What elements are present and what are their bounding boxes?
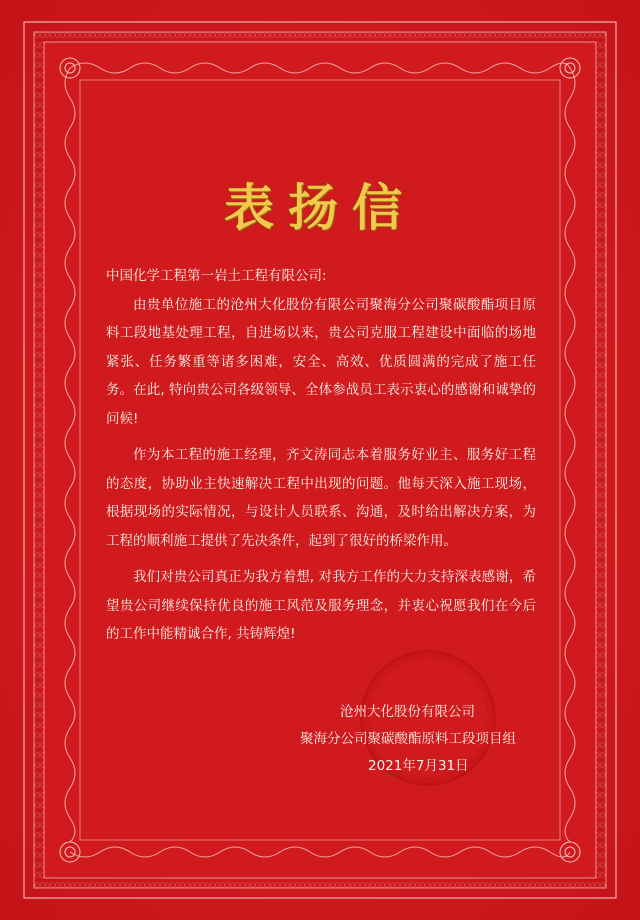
paragraph-2: 作为本工程的施工经理，齐文涛同志本着服务好业主、服务好工程的态度，协助业主快速解决工程中出现的问题。他每天深入施工现场，根据现场的实际情况，与设计人员联系、沟通，及时给出解决方案，为工程的顺利施工提供了先决条件，起到了很好的桥梁作用。 [106, 447, 536, 549]
signature-date: 2021年7月31日 [368, 758, 469, 774]
signature-group: 聚海分公司聚碳酸酯原料工段项目组 [300, 731, 516, 747]
letter-title: 表扬信 [224, 178, 416, 237]
salutation: 中国化学工程第一岩土工程有限公司: [106, 268, 327, 284]
paragraph-3: 我们对贵公司真正为我方着想, 对我方工作的大力支持深表感谢，希望贵公司继续保持优良的施工风范及服务理念，并衷心祝愿我们在今后的工作中能精诚合作, 共铸辉煌! [106, 569, 536, 642]
paragraph-1: 由贵单位施工的沧州大化股份有限公司聚海分公司聚碳酸酯项目原料工段地基处理工程，自进场以来，贵公司克服工程建设中面临的场地紧张、任务繁重等诸多困难，安全、高效、优质圆满的完成了施工任务。在此, 特向贵公司各级领导、全体参战员工表示衷心的感谢和诚挚的问候! [106, 296, 536, 427]
signature-company: 沧州大化股份有限公司 [340, 704, 475, 720]
letter-body [106, 262, 536, 649]
